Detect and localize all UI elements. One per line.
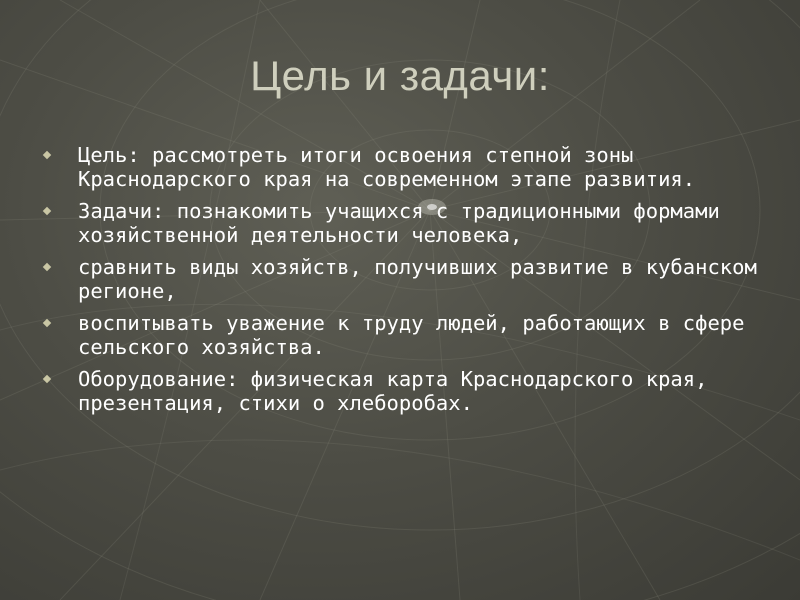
bullet-list (40, 143, 760, 423)
diamond-bullet-icon (43, 375, 51, 383)
bullet-text: Оборудование: физическая карта Краснодарского края, презентация, стихи о хлеборобах. (78, 367, 708, 415)
bullet-text: Цель: рассмотреть итоги освоения степной зоны Краснодарского края на современном этапе развития. (78, 143, 696, 191)
bullet-text: Задачи: познакомить учащихся с традиционными формами хозяйственной деятельности человека, (78, 199, 720, 247)
list-item (40, 199, 760, 247)
bullet-text: сравнить виды хозяйств, получивших развитие в кубанском регионе, (78, 255, 757, 303)
diamond-bullet-icon (43, 263, 51, 271)
diamond-bullet-icon (43, 207, 51, 215)
diamond-bullet-icon (43, 319, 51, 327)
list-item (40, 255, 760, 303)
diamond-bullet-icon (43, 151, 51, 159)
list-item (40, 311, 760, 359)
slide-title: Цель и задачи: (250, 52, 550, 99)
list-item (40, 143, 760, 191)
bullet-text: воспитывать уважение к труду людей, работающих в сфере сельского хозяйства. (78, 311, 745, 359)
list-item (40, 367, 760, 415)
